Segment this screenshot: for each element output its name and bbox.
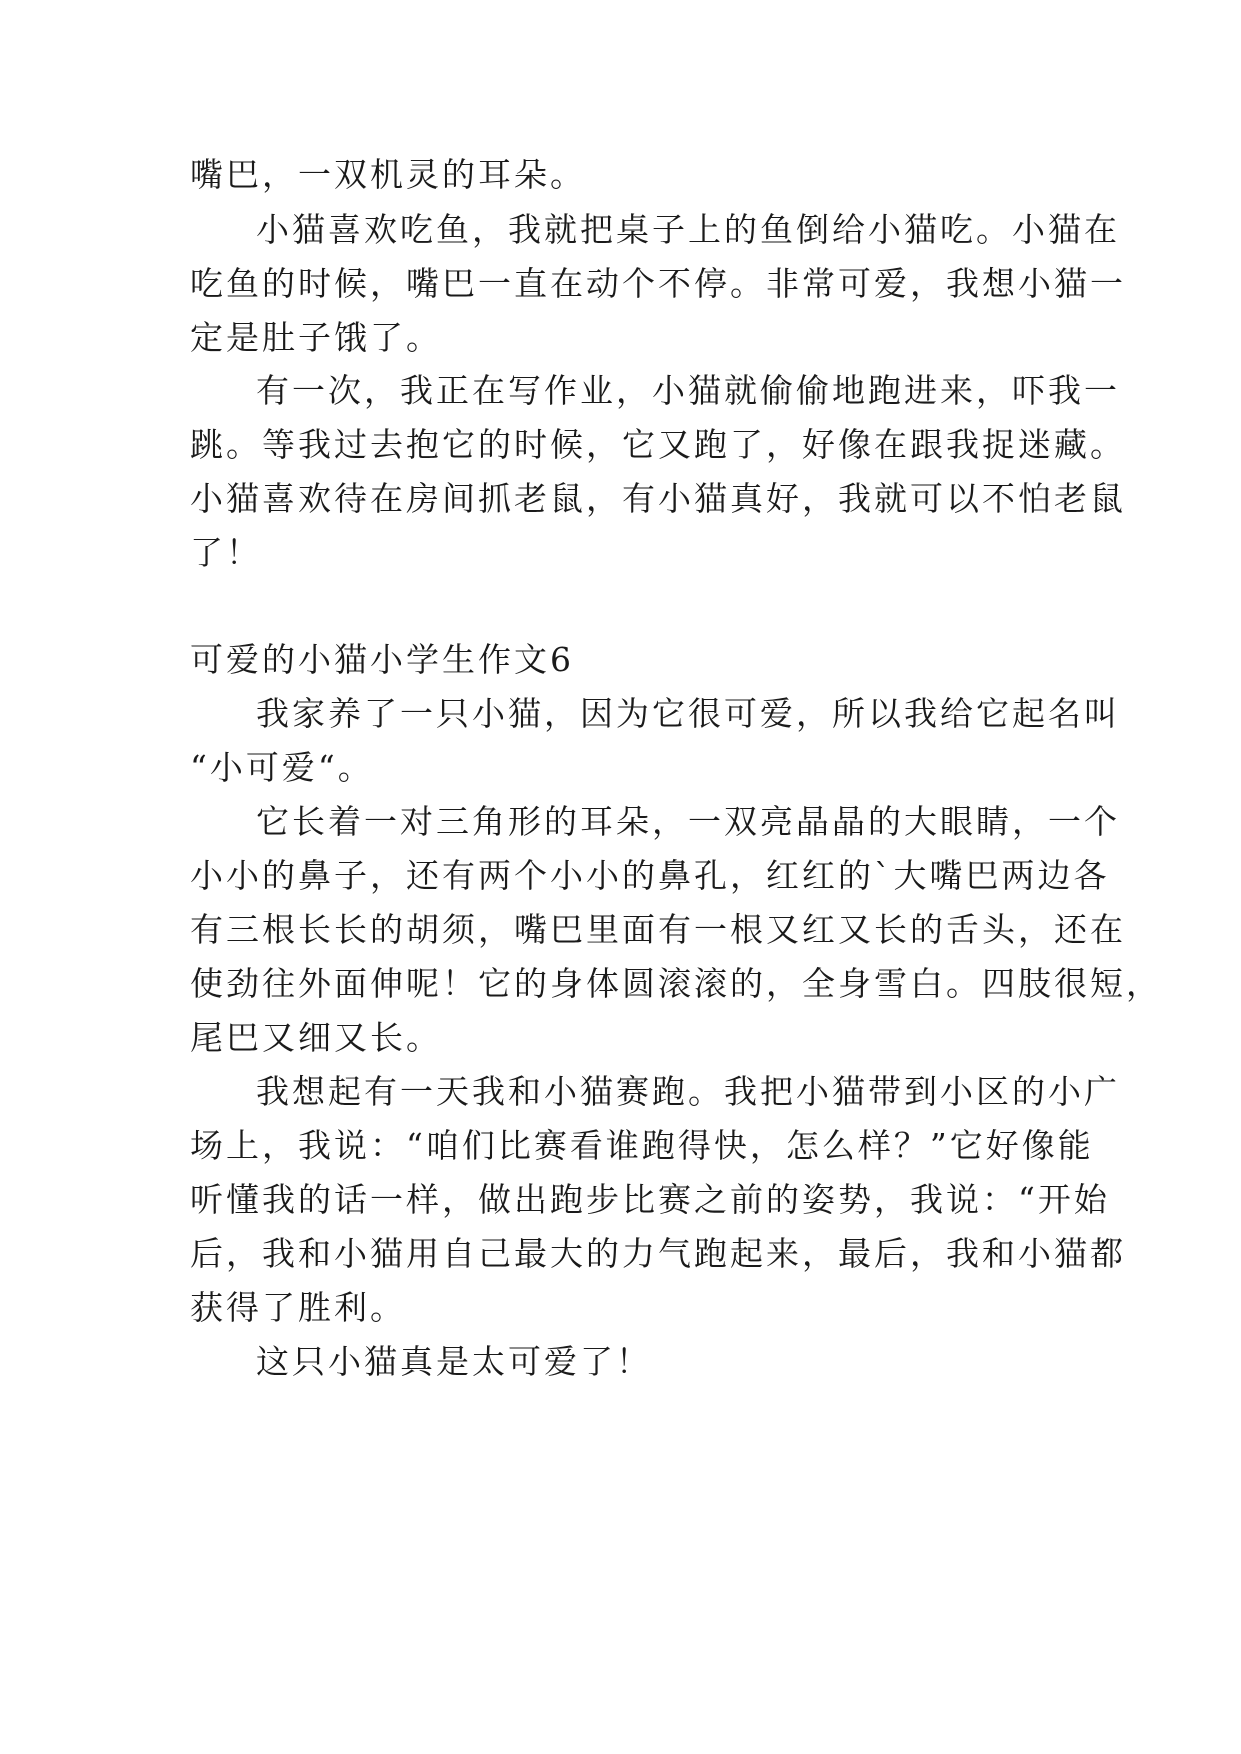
text-line: 获得了胜利。 [190,1288,406,1327]
text-line: 它长着一对三角形的耳朵，一双亮晶晶的大眼睛，一个 [256,802,1120,841]
section-heading: 可爱的小猫小学生作文6 [190,640,574,679]
text-line: 嘴巴，一双机灵的耳朵。 [190,155,586,194]
text-line: 我想起有一天我和小猫赛跑。我把小猫带到小区的小广 [256,1072,1120,1111]
text-line: 了！ [190,533,262,572]
text-line: 我家养了一只小猫，因为它很可爱，所以我给它起名叫 [256,694,1120,733]
text-line: 定是肚子饿了。 [190,318,442,357]
text-line: 跳。等我过去抱它的时候，它又跑了，好像在跟我捉迷藏。 [190,425,1126,464]
text-line: 使劲往外面伸呢！它的身体圆滚滚的，全身雪白。四肢很短， [190,964,1162,1003]
text-line: 小猫喜欢待在房间抓老鼠，有小猫真好，我就可以不怕老鼠 [190,479,1126,518]
text-line: 场上，我说：“咱们比赛看谁跑得快，怎么样？”它好像能 [190,1126,1094,1165]
text-line: 尾巴又细又长。 [190,1018,442,1057]
text-line: 有三根长长的胡须，嘴巴里面有一根又红又长的舌头，还在 [190,910,1126,949]
text-line: 小小的鼻子，还有两个小小的鼻孔，红红的`大嘴巴两边各 [190,856,1110,895]
text-line: “小可爱“。 [190,748,374,787]
text-line: 有一次，我正在写作业，小猫就偷偷地跑进来，吓我一 [256,371,1120,410]
text-line: 听懂我的话一样，做出跑步比赛之前的姿势，我说：“开始 [190,1180,1110,1219]
text-line: 吃鱼的时候，嘴巴一直在动个不停。非常可爱，我想小猫一 [190,264,1126,303]
text-line: 小猫喜欢吃鱼，我就把桌子上的鱼倒给小猫吃。小猫在 [256,210,1120,249]
text-line: 后，我和小猫用自己最大的力气跑起来，最后，我和小猫都 [190,1234,1126,1273]
text-line: 这只小猫真是太可爱了！ [256,1342,652,1381]
